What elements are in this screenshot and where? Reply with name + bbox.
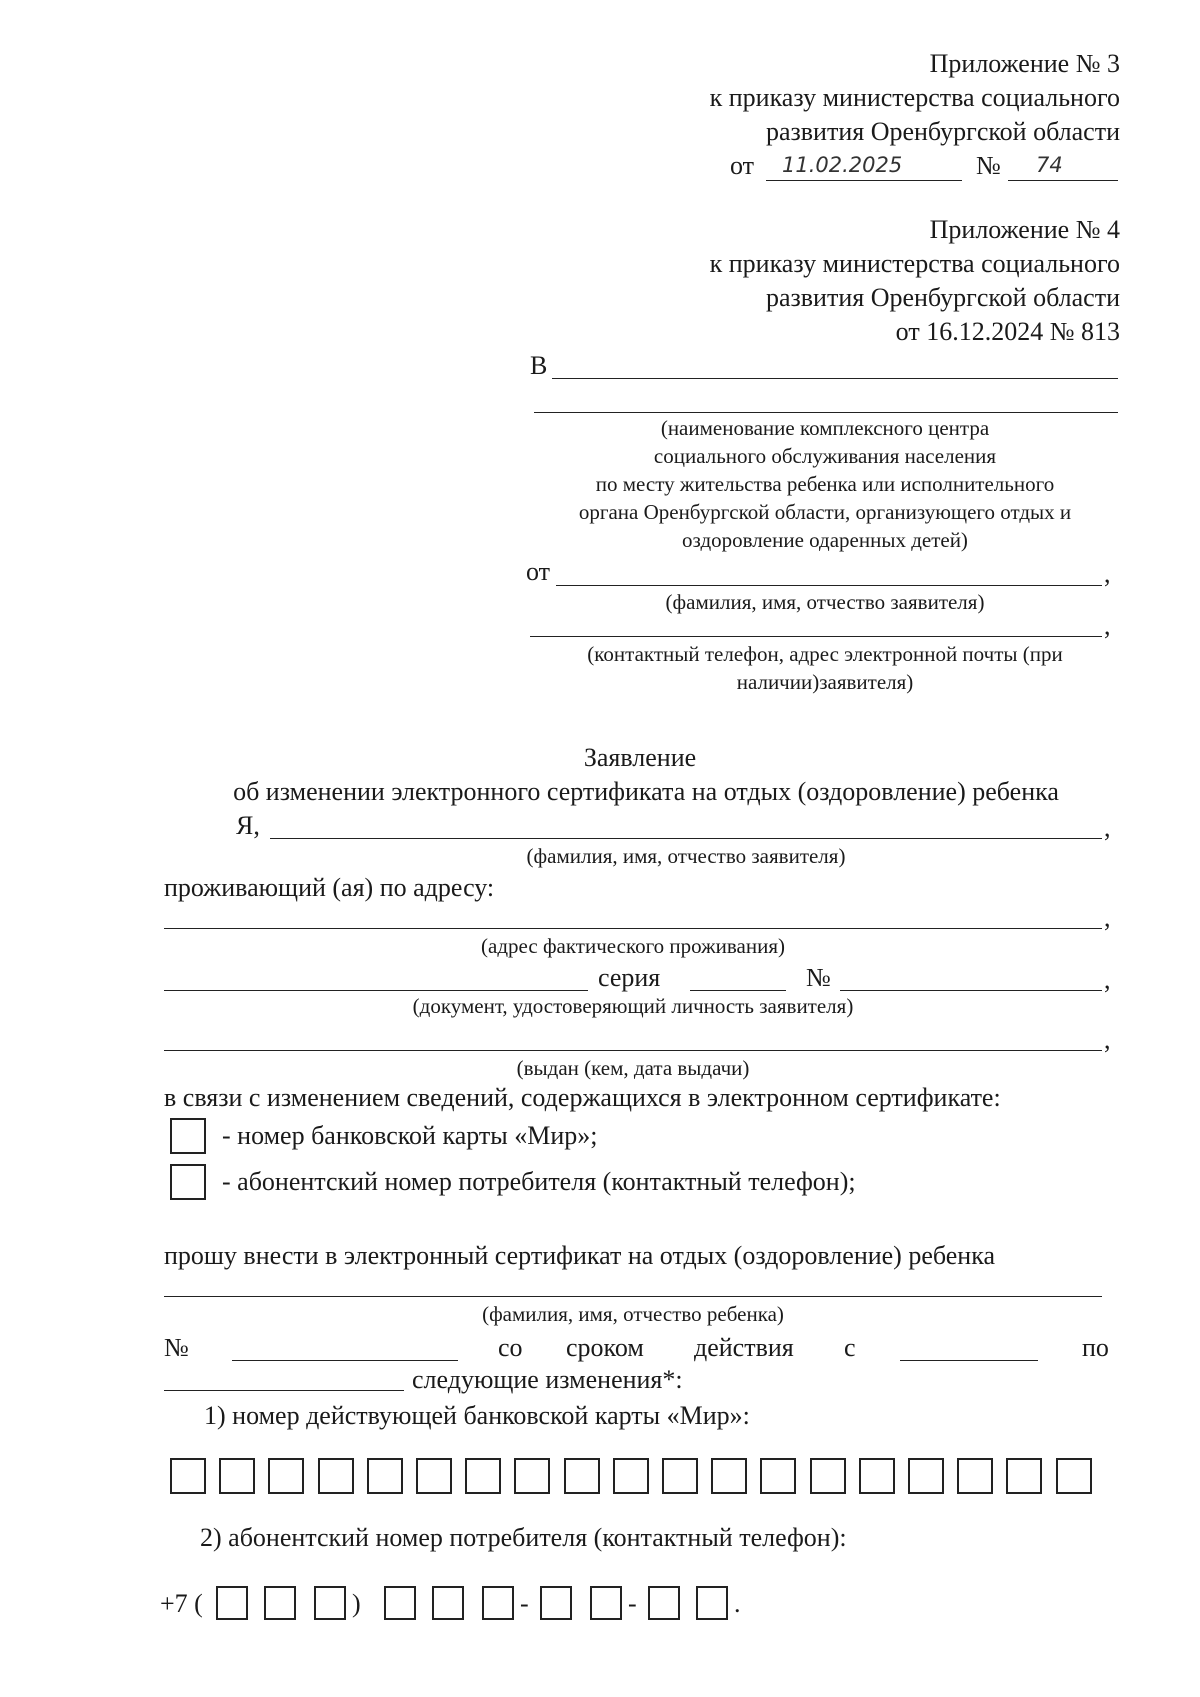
validity-word: действия [694, 1333, 794, 1362]
with-term-word: со [498, 1333, 523, 1362]
appendix4-line2: к приказу министерства социального [709, 249, 1120, 278]
to-caption-line: (наименование комплексного центра [660, 416, 990, 440]
contact-line[interactable] [530, 636, 1102, 637]
to-line-1[interactable] [552, 378, 1118, 379]
option-card-checkbox[interactable] [170, 1118, 206, 1154]
card-digit-box[interactable] [711, 1458, 747, 1494]
card-digit-box[interactable] [367, 1458, 403, 1494]
appendix3-no-label: № [976, 151, 1001, 180]
applicant-comma: , [1104, 813, 1111, 842]
address-comma: , [1104, 903, 1111, 932]
phone-digit-box[interactable] [432, 1586, 464, 1620]
from-comma: , [1104, 559, 1111, 588]
card-digit-box[interactable] [318, 1458, 354, 1494]
child-name-line[interactable] [164, 1296, 1102, 1297]
appendix3-date-line [766, 180, 962, 181]
issued-comma: , [1104, 1025, 1111, 1054]
appendix3-from-label: от [730, 151, 755, 180]
document-line[interactable] [164, 990, 588, 991]
to-caption-line: органа Оренбургской области, организующего отдых и [578, 500, 1072, 524]
phone-close-paren: ) [352, 1589, 361, 1618]
term-word: сроком [566, 1333, 644, 1362]
phone-code-box[interactable] [314, 1586, 346, 1620]
card-digit-box[interactable] [859, 1458, 895, 1494]
applicant-name-line[interactable] [270, 838, 1102, 839]
from-label: от [526, 557, 551, 586]
certificate-no-label: № [164, 1333, 189, 1362]
phone-prefix: +7 ( [160, 1589, 203, 1618]
appendix3-no-line [1008, 180, 1118, 181]
card-digit-box[interactable] [219, 1458, 255, 1494]
phone-digit-box[interactable] [648, 1586, 680, 1620]
to-label: В [530, 351, 548, 380]
item2-label: 2) абонентский номер потребителя (контактный телефон): [200, 1523, 847, 1552]
contact-caption [530, 640, 1120, 696]
card-digit-box[interactable] [810, 1458, 846, 1494]
card-digit-box[interactable] [908, 1458, 944, 1494]
to-word: по [1082, 1333, 1109, 1362]
card-digit-box[interactable] [1056, 1458, 1092, 1494]
appendix3-number: 74 [1036, 153, 1063, 177]
card-digit-box[interactable] [514, 1458, 550, 1494]
appendix3-line2: к приказу министерства социального [709, 83, 1120, 112]
appendix3-date: 11.02.2025 [782, 153, 903, 177]
card-digit-box[interactable] [564, 1458, 600, 1494]
phone-digit-box[interactable] [482, 1586, 514, 1620]
item1-label: 1) номер действующей банковской карты «Мир»: [204, 1401, 750, 1430]
card-digit-box[interactable] [170, 1458, 206, 1494]
contact-comma: , [1104, 611, 1111, 640]
request-text: прошу внести в электронный сертификат на отдых (оздоровление) ребенка [164, 1241, 995, 1270]
document-caption: (документ, удостоверяющий личность заявителя) [412, 994, 854, 1018]
series-line[interactable] [690, 990, 786, 991]
valid-to-line[interactable] [164, 1390, 404, 1391]
card-digit-box[interactable] [662, 1458, 698, 1494]
valid-from-line[interactable] [900, 1360, 1038, 1361]
phone-digit-box[interactable] [696, 1586, 728, 1620]
to-caption [530, 414, 1120, 554]
phone-digit-box[interactable] [590, 1586, 622, 1620]
change-intro: в связи с изменением сведений, содержащихся в электронном сертификате: [164, 1083, 1001, 1112]
to-line-2[interactable] [534, 412, 1118, 413]
doc-number-label: № [806, 963, 831, 992]
phone-digit-box[interactable] [384, 1586, 416, 1620]
card-digit-box[interactable] [613, 1458, 649, 1494]
from-word: с [844, 1333, 856, 1362]
appendix4-title: Приложение № 4 [929, 215, 1120, 244]
option-card-label: - номер банковской карты «Мир»; [222, 1121, 598, 1150]
card-digit-box[interactable] [957, 1458, 993, 1494]
residing-label: проживающий (ая) по адресу: [164, 873, 495, 902]
appendix3-line3: развития Оренбургской области [765, 117, 1120, 146]
card-digit-box[interactable] [268, 1458, 304, 1494]
address-caption: (адрес фактического проживания) [481, 934, 785, 958]
from-line[interactable] [556, 585, 1102, 586]
certificate-no-line[interactable] [232, 1360, 458, 1361]
to-caption-line: по месту жительства ребенка или исполнительного [595, 472, 1055, 496]
issued-caption: (выдан (кем, дата выдачи) [516, 1056, 750, 1080]
appendix4-dateline: от 16.12.2024 № 813 [895, 317, 1120, 346]
phone-code-box[interactable] [264, 1586, 296, 1620]
card-digit-box[interactable] [416, 1458, 452, 1494]
option-phone-checkbox[interactable] [170, 1164, 206, 1200]
phone-digit-box[interactable] [540, 1586, 572, 1620]
phone-code-box[interactable] [216, 1586, 248, 1620]
doc-number-line[interactable] [840, 990, 1102, 991]
card-digit-box[interactable] [760, 1458, 796, 1494]
card-digit-box[interactable] [465, 1458, 501, 1494]
contact-caption-line: наличии)заявителя) [736, 670, 914, 694]
issued-line[interactable] [164, 1050, 1102, 1051]
contact-caption-line: (контактный телефон, адрес электронной почты (при [587, 642, 1063, 666]
appendix4-line3: развития Оренбургской области [765, 283, 1120, 312]
phone-end: . [734, 1589, 741, 1618]
phone-dash: - [520, 1589, 529, 1618]
series-label: серия [598, 963, 661, 992]
applicant-name-caption: (фамилия, имя, отчество заявителя) [526, 844, 846, 868]
to-caption-line: социального обслуживания населения [653, 444, 997, 468]
appendix3-title: Приложение № 3 [929, 49, 1120, 78]
from-caption: (фамилия, имя, отчество заявителя) [665, 590, 985, 614]
phone-dash: - [628, 1589, 637, 1618]
form-title: Заявление [583, 743, 697, 772]
to-caption-line: оздоровление одаренных детей) [682, 528, 968, 552]
form-subtitle: об изменении электронного сертификата на отдых (оздоровление) ребенка [233, 777, 1059, 806]
option-phone-label: - абонентский номер потребителя (контактный телефон); [222, 1167, 856, 1196]
i-label: Я, [236, 811, 260, 840]
address-line[interactable] [164, 928, 1102, 929]
changes-label: следующие изменения*: [412, 1365, 683, 1394]
child-name-caption: (фамилия, имя, отчество ребенка) [482, 1302, 784, 1326]
card-digit-box[interactable] [1006, 1458, 1042, 1494]
document-comma: , [1104, 965, 1111, 994]
